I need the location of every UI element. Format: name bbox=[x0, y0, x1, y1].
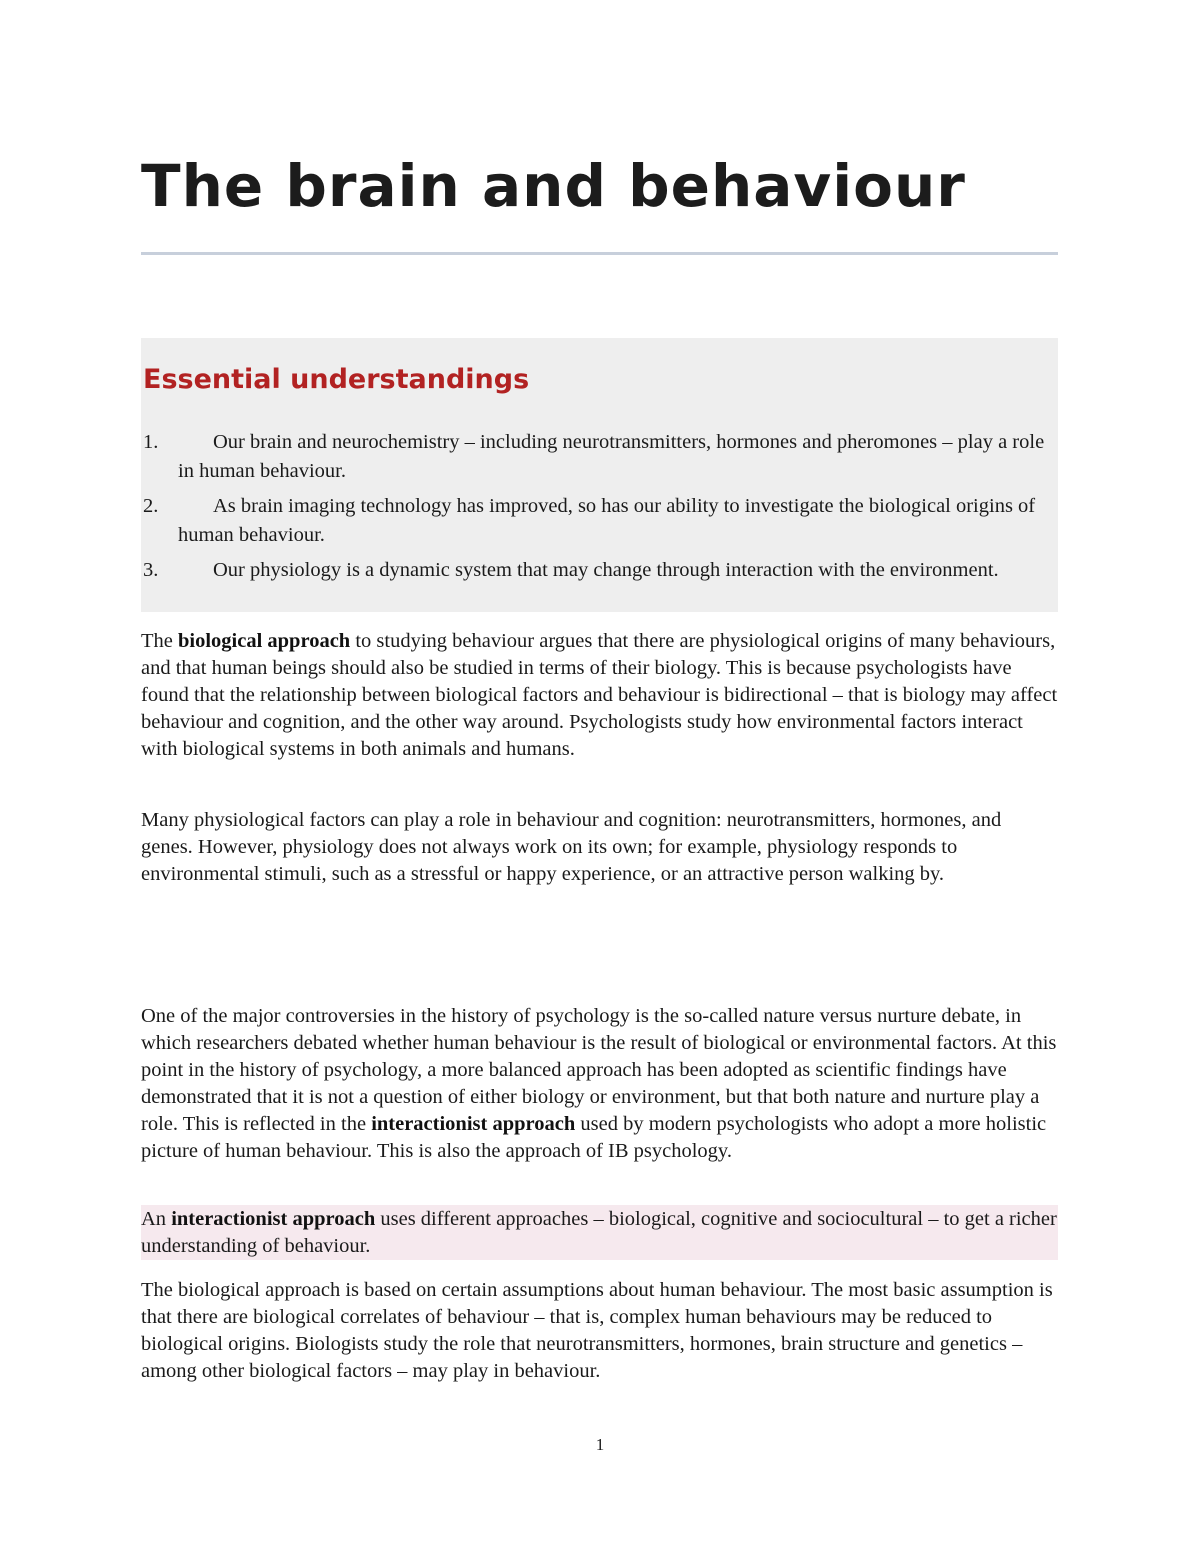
list-item-number: 3. bbox=[143, 559, 159, 581]
list-item bbox=[143, 428, 1055, 486]
paragraph-interactionist-definition bbox=[141, 1206, 1058, 1260]
text-run: One of the major controversies in the history of psychology is the so-called nature versus nurture debate, in which researchers debated whether human behaviour is the result of biological or environmental factors. At this point in the history of psychology, a more balanced approach has been adopted as scientific findings have demonstrated that it is not a question of either biology or environment, but that both nature and nurture play a role. This is reflected in the bbox=[141, 1005, 1057, 1135]
page-number: 1 bbox=[595, 1435, 605, 1454]
key-term: interactionist approach bbox=[371, 1113, 576, 1135]
paragraph-assumptions bbox=[141, 1277, 1058, 1385]
list-item-text: As brain imaging technology has improved, so has our ability to investigate the biological origins of human behaviour. bbox=[178, 495, 1036, 546]
text-run: used by modern psychologists who adopt a more holistic picture of human behaviour. This is also the approach of IB psychology. bbox=[141, 1113, 1047, 1162]
essential-understandings-list bbox=[143, 428, 1055, 591]
paragraph-biological-approach bbox=[141, 628, 1058, 763]
text-run: An bbox=[141, 1208, 172, 1230]
paragraph-text: The biological approach is based on certain assumptions about human behaviour. The most basic assumption is that there are biological correlates of behaviour – that is, complex human behaviours may be reduced to biological origins. Biologists study the role that neurotransmitters, hormones, brain structure and genetics – among other biological factors – may play in behaviour. bbox=[141, 1279, 1053, 1382]
text-run: to studying behaviour argues that there are physiological origins of many behaviours, and that human beings should also be studied in terms of their biology. This is because psychologists have found that the relationship between biological factors and behaviour is bidirectional – that is biology may affect behaviour and cognition, and the other way around. Psychologists study how environmental factors interact with biological systems in both animals and humans. bbox=[141, 630, 1058, 760]
key-term: biological approach bbox=[178, 630, 351, 652]
text-run: The bbox=[141, 630, 178, 652]
title-divider bbox=[141, 252, 1058, 255]
essential-understandings-box bbox=[141, 338, 1058, 612]
list-item bbox=[143, 556, 1055, 585]
document-title: The brain and behaviour bbox=[141, 152, 966, 220]
paragraph-text: Many physiological factors can play a role in behaviour and cognition: neurotransmitters, hormones, and genes. However, physiology does not always work on its own; for example, physiology responds to environmental stimuli, such as a stressful or happy experience, or an attractive person walking by. bbox=[141, 809, 1002, 885]
list-item bbox=[143, 492, 1055, 550]
list-item-number: 1. bbox=[143, 431, 159, 453]
text-run: uses different approaches – biological, cognitive and sociocultural – to get a richer understanding of behaviour. bbox=[141, 1208, 1057, 1257]
list-item-text: Our brain and neurochemistry – including neurotransmitters, hormones and pheromones – play a role in human behaviour. bbox=[178, 431, 1045, 482]
list-item-number: 2. bbox=[143, 495, 159, 517]
paragraph-physiological-factors bbox=[141, 807, 1058, 888]
list-item-text: Our physiology is a dynamic system that may change through interaction with the environment. bbox=[213, 559, 999, 581]
key-term: interactionist approach bbox=[171, 1208, 376, 1230]
paragraph-nature-nurture bbox=[141, 1003, 1058, 1165]
essential-understandings-heading: Essential understandings bbox=[143, 364, 530, 395]
